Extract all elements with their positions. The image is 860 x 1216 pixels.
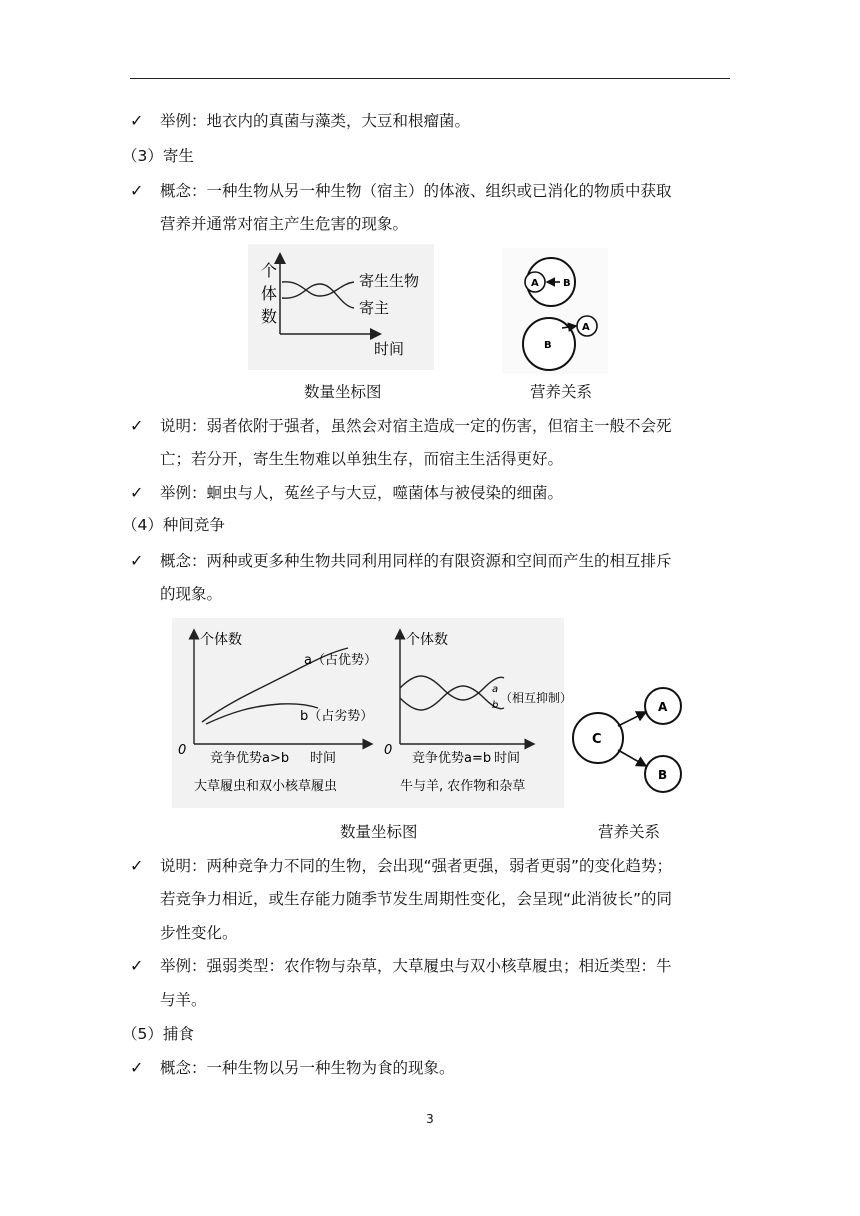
competition-example-line2: 与羊。 [160, 991, 207, 1009]
x-label: 时间 [374, 340, 405, 358]
y-label-1: 个 [261, 261, 278, 280]
competition-concept-line1: 概念：两种或更多种生物共同利用同样的有限资源和空间而产生的相互排斥 [160, 552, 672, 570]
node-b: B [544, 340, 552, 351]
check-mark: ✓ [130, 181, 144, 200]
flow-arrow [618, 712, 646, 726]
curve-b-oscillating [400, 686, 504, 710]
node-b: B [563, 278, 571, 289]
competition-graph-caption: 数量坐标图 [340, 823, 418, 841]
curve-a-oscillating [400, 676, 504, 700]
left-graph-caption: 大草履虫和双小核草履虫 [194, 779, 338, 794]
parasitism-graph-caption: 数量坐标图 [304, 383, 382, 401]
header-rule [130, 78, 730, 79]
check-mark: ✓ [130, 1058, 144, 1077]
check-mark: ✓ [130, 551, 144, 570]
competition-note-line1: 说明：两种竞争力不同的生物，会出现“强者更强，弱者更弱”的变化趋势； [160, 857, 673, 875]
x-note: 竞争优势a=b [412, 751, 492, 766]
right-graph-caption: 牛与羊, 农作物和杂草 [400, 779, 526, 794]
curve-relation-label: （相互抑制） [500, 691, 573, 705]
competition-heading: （4）种间竞争 [122, 516, 225, 534]
x-label: 时间 [310, 751, 337, 766]
parasite-label: 寄生生物 [359, 272, 420, 290]
x-note: 竞争优势a>b [210, 751, 290, 766]
competition-nutrition-diagram [566, 680, 696, 796]
parasitism-concept-line2: 营养并通常对宿主产生危害的现象。 [160, 215, 409, 233]
check-mark: ✓ [130, 111, 144, 130]
y-label: 个体数 [200, 632, 242, 648]
check-mark: ✓ [130, 416, 144, 435]
node-a: A [531, 278, 539, 289]
page-number: 3 [426, 1112, 434, 1126]
competition-example-line1: 举例：强弱类型：农作物与杂草，大草履虫与双小核草履虫；相近类型：牛 [160, 957, 672, 975]
check-mark: ✓ [130, 956, 144, 975]
curve-b-label: b [492, 700, 499, 711]
origin-label: 0 [384, 743, 393, 758]
parasitism-heading: （3）寄生 [122, 147, 194, 165]
host-label: 寄主 [359, 299, 390, 317]
curve-a-label: a [492, 684, 499, 695]
check-mark: ✓ [130, 856, 144, 875]
predation-concept: 概念：一种生物以另一种生物为食的现象。 [160, 1059, 455, 1077]
parasitism-note-line1: 说明：弱者依附于强者，虽然会对宿主造成一定的伤害，但宿主一般不会死 [160, 417, 672, 435]
parasitism-nutrition-diagram [502, 248, 608, 374]
parasitism-note-line2: 亡；若分开，寄生生物难以单独生存，而宿主生活得更好。 [160, 450, 564, 468]
curve-b-label: b（占劣势） [300, 709, 374, 724]
node-c: C [592, 732, 602, 747]
flow-arrow [618, 750, 646, 766]
competition-diagram-caption: 营养关系 [598, 823, 661, 841]
curve-a-label: a（占优势） [304, 653, 377, 668]
y-label-2: 体 [261, 284, 278, 303]
parasitism-quantity-graph [248, 244, 434, 370]
parasitism-diagram-caption: 营养关系 [530, 383, 593, 401]
competition-concept-line2: 的现象。 [160, 585, 223, 603]
origin-label: 0 [178, 743, 187, 758]
predation-heading: （5）捕食 [122, 1025, 194, 1043]
competition-note-line2: 若竞争力相近，或生存能力随季节发生周期性变化，会呈现“此消彼长”的同 [160, 890, 673, 908]
y-label-3: 数 [261, 307, 278, 326]
x-label: 时间 [494, 751, 521, 766]
parasitism-concept-line1: 概念：一种生物从另一种生物（宿主）的体液、组织或已消化的物质中获取 [160, 182, 672, 200]
mutualism-example: 举例：地衣内的真菌与藻类，大豆和根瘤菌。 [160, 112, 471, 130]
node-a: A [582, 322, 590, 333]
node-a: A [658, 700, 668, 714]
node-b: B [658, 768, 668, 782]
parasitism-example: 举例：蛔虫与人，菟丝子与大豆，噬菌体与被侵染的细菌。 [160, 484, 564, 502]
competition-note-line3: 步性变化。 [160, 924, 238, 942]
check-mark: ✓ [130, 483, 144, 502]
competition-quantity-graphs [172, 618, 573, 808]
y-label: 个体数 [406, 632, 448, 648]
